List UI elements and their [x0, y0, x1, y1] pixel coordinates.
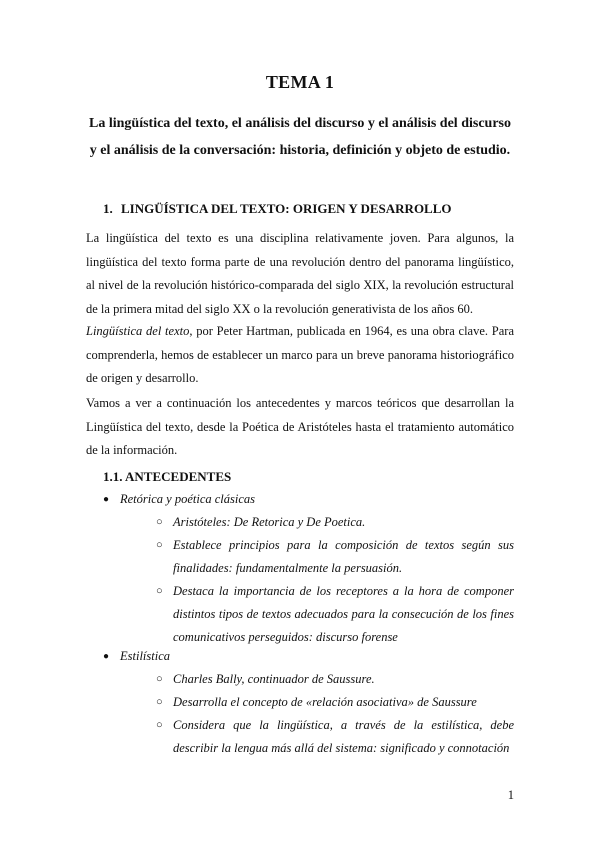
section-number: 1.: [103, 201, 113, 216]
paragraph-intro: La lingüística del texto es una disciplina relativamente joven. Para algunos, la lingüística del texto forma parte de una revolución dentro del panorama lingüístico, al nivel de la revolución histórico-comparada del siglo XIX, la revolución estructural de la primera mitad del siglo XX o la revolución generativista de los años 60.: [86, 231, 514, 316]
section-heading-text: LINGÜÍSTICA DEL TEXTO: ORIGEN Y DESARROLLO: [121, 201, 452, 216]
sub-list-item: [156, 691, 514, 714]
book-title: Lingüística del texto: [86, 324, 190, 338]
bullet-icon: ●: [103, 494, 110, 505]
sub-list-item-text: Destaca la importancia de los receptores a la hora de componer distintos tipos de textos adecuados para la consecución de los fines comunicativos perseguidos: discurso forense: [173, 584, 514, 644]
page-number: 1: [507, 788, 514, 802]
list-item-label: Estilística: [120, 649, 170, 663]
sub-list-item: [156, 714, 514, 760]
sub-list-item-text: Aristóteles: De Retorica y De Poetica.: [173, 515, 366, 529]
circle-bullet-icon: ○: [156, 719, 163, 731]
sub-list-item-text: Desarrolla el concepto de «relación asociativa» de Saussure: [173, 695, 477, 709]
sub-list-item: [156, 580, 514, 649]
list-item: [86, 488, 514, 511]
bullet-list-retorica: [86, 488, 514, 649]
sub-list-item-text: Charles Bally, continuador de Saussure.: [173, 672, 375, 686]
paragraph-antecedents-intro: Vamos a ver a continuación los antecedentes y marcos teóricos que desarrollan la Lingüística del texto, desde la Poética de Aristóteles hasta el tratamiento automático de la información.: [86, 396, 514, 457]
circle-bullet-icon: ○: [156, 539, 163, 551]
sub-list-item-text: Considera que la lingüística, a través de la estilística, debe describir la lengua más allá del sistema: significado y connotación: [173, 718, 514, 755]
circle-bullet-icon: ○: [156, 673, 163, 685]
subsection-heading-1-1: 1.1. ANTECEDENTES: [103, 469, 232, 484]
bullet-icon: ●: [103, 651, 110, 662]
document-title: TEMA 1: [265, 72, 335, 92]
bullet-list-estilistica: [86, 645, 514, 760]
list-item-label: Retórica y poética clásicas: [120, 492, 256, 506]
document-subtitle: La lingüística del texto, el análisis del discurso y el análisis del discurso y el análisis de la conversación: historia, definición y objeto de estudio.: [89, 116, 511, 158]
circle-bullet-icon: ○: [156, 585, 163, 597]
sub-list: [156, 511, 514, 649]
section-heading-1: [103, 201, 452, 217]
sub-list-item: [156, 534, 514, 580]
paragraph-hartman-text: , por Peter Hartman, publicada en 1964, es una obra clave. Para comprenderla, hemos de establecer un marco para un breve panorama historiográfico de origen y desarrollo.: [86, 324, 514, 385]
list-item: [86, 645, 514, 668]
paragraph-hartman: [86, 320, 514, 391]
circle-bullet-icon: ○: [156, 516, 163, 528]
sub-list-item: [156, 668, 514, 691]
sub-list: [156, 668, 514, 760]
sub-list-item-text: Establece principios para la composición de textos según sus finalidades: fundamentalmente la persuasión.: [173, 538, 514, 575]
circle-bullet-icon: ○: [156, 696, 163, 708]
sub-list-item: [156, 511, 514, 534]
